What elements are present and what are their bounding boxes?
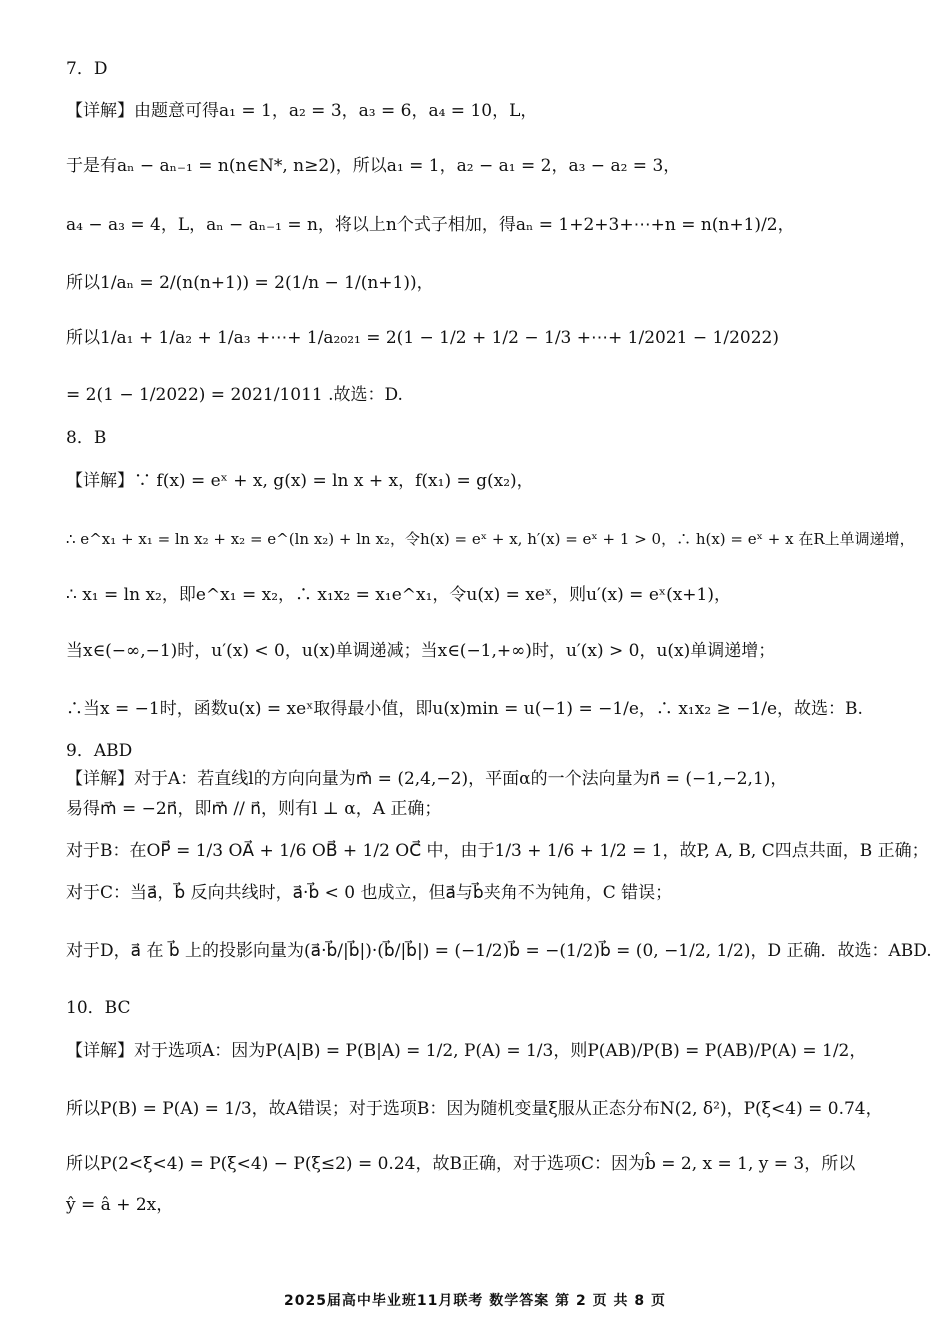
problem-7-line-3: a₄ − a₃ = 4，L，aₙ − aₙ₋₁ = n，将以上n个式子相加，得aₙ = 1+2+3+⋯+n = n(n+1)/2， xyxy=(66,215,795,235)
problem-7-line-5: 所以1/a₁ + 1/a₂ + 1/a₃ +⋯+ 1/a₂₀₂₁ = 2(1 − 1/2 + 1/2 − 1/3 +⋯+ 1/2021 − 1/2022) xyxy=(66,328,779,348)
problem-9-line-4: 对于C：当a⃗，b⃗ 反向共线时，a⃗·b⃗ < 0 也成立，但a⃗与b⃗夹角不为钝角，C 错误； xyxy=(66,883,673,903)
problem-8-line-4: 当x∈(−∞,−1)时，u′(x) < 0，u(x)单调递减；当x∈(−1,+∞)时，u′(x) > 0，u(x)单调递增； xyxy=(66,641,776,661)
problem-7-line-1: 【详解】由题意可得a₁ = 1，a₂ = 3，a₃ = 6，a₄ = 10，L， xyxy=(66,101,538,121)
problem-8-line-3: ∴ x₁ = ln x₂，即e^x₁ = x₂，∴ x₁x₂ = x₁e^x₁，令u(x) = xeˣ，则u′(x) = eˣ(x+1)， xyxy=(66,585,731,605)
problem-10-line-2: 所以P(B) = P(A) = 1/3，故A错误；对于选项B：因为随机变量ξ服从正态分布N(2, δ²)，P(ξ<4) = 0.74， xyxy=(66,1099,883,1119)
problem-8-line-1: 【详解】∵ f(x) = eˣ + x, g(x) = ln x + x，f(x₁) = g(x₂)， xyxy=(66,471,534,491)
problem-9-heading: 9．ABD xyxy=(66,741,133,761)
page-footer: 2025届高中毕业班11月联考 数学答案 第 2 页 共 8 页 xyxy=(283,1293,667,1309)
problem-7-line-2: 于是有aₙ − aₙ₋₁ = n(n∈N*, n≥2)，所以a₁ = 1，a₂ − a₁ = 2，a₃ − a₂ = 3， xyxy=(66,156,681,176)
problem-9-line-2: 易得m⃗ = −2n⃗，即m⃗ // n⃗，则有l ⊥ α，A 正确； xyxy=(66,799,442,819)
problem-10-line-3: 所以P(2<ξ<4) = P(ξ<4) − P(ξ≤2) = 0.24，故B正确，对于选项C：因为b̂ = 2, x = 1, y = 3，所以 xyxy=(66,1154,856,1174)
problem-10-line-4: ŷ = â + 2x， xyxy=(66,1195,174,1215)
problem-7-heading: 7．D xyxy=(66,59,108,79)
problem-8-heading: 8．B xyxy=(66,428,107,448)
problem-8-line-5: ∴当x = −1时，函数u(x) = xeˣ取得最小值，即u(x)min = u(−1) = −1/e，∴ x₁x₂ ≥ −1/e，故选：B. xyxy=(66,699,863,719)
problem-9-line-5: 对于D，a⃗ 在 b⃗ 上的投影向量为(a⃗·b⃗/|b⃗|)·(b⃗/|b⃗|) = (−1/2)b⃗ = −(1/2)b⃗ = (0, −1/2, 1/2)，D 正确．故选：ABD. xyxy=(66,941,932,961)
problem-10-heading: 10．BC xyxy=(66,998,131,1018)
problem-9-line-3: 对于B：在OP⃗ = 1/3 OA⃗ + 1/6 OB⃗ + 1/2 OC⃗ 中，由于1/3 + 1/6 + 1/2 = 1，故P, A, B, C四点共面，B 正确； xyxy=(66,841,929,861)
problem-8-line-2: ∴ e^x₁ + x₁ = ln x₂ + x₂ = e^(ln x₂) + ln x₂，令h(x) = eˣ + x, h′(x) = eˣ + 1 > 0，∴ h(x) = eˣ + x 在R上单调递增， xyxy=(66,530,915,548)
problem-9-line-1: 【详解】对于A：若直线l的方向向量为m⃗ = (2,4,−2)，平面α的一个法向量为n⃗ = (−1,−2,1)， xyxy=(66,769,788,789)
problem-10-line-1: 【详解】对于选项A：因为P(A|B) = P(B|A) = 1/2, P(A) = 1/3，则P(AB)/P(B) = P(AB)/P(A) = 1/2， xyxy=(66,1041,867,1061)
problem-7-line-6: = 2(1 − 1/2022) = 2021/1011 .故选：D. xyxy=(66,385,403,405)
problem-7-line-4: 所以1/aₙ = 2/(n(n+1)) = 2(1/n − 1/(n+1))， xyxy=(66,273,434,293)
